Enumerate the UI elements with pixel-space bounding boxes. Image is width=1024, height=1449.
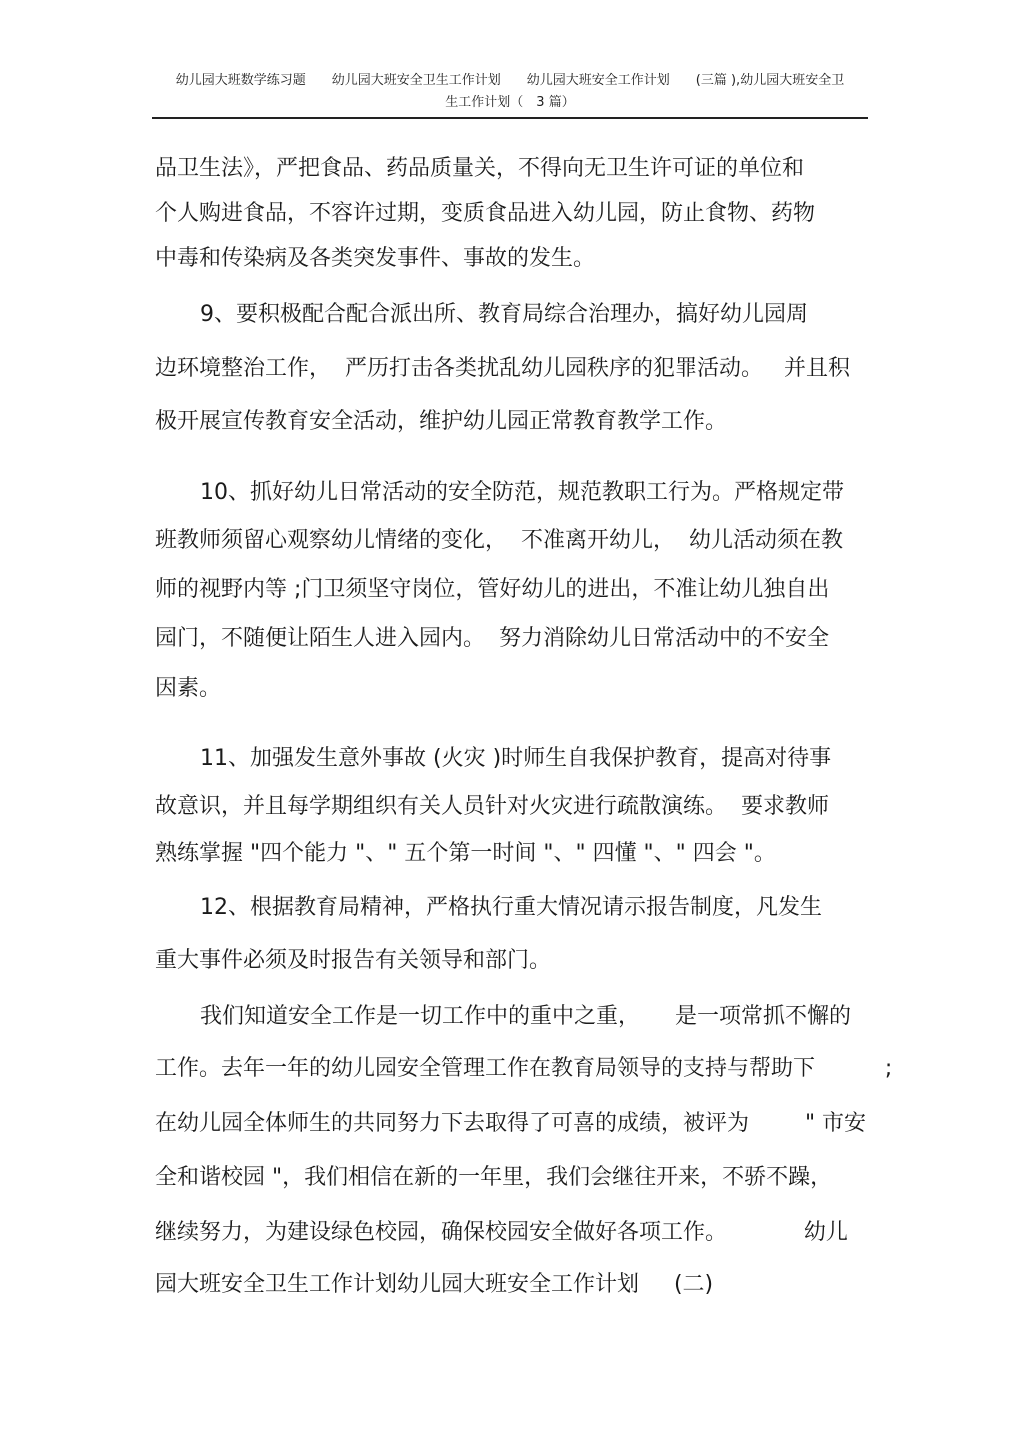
text-line: 继续努力，为建设绿色校园，确保校园安全做好各项工作。 幼儿	[155, 1220, 848, 1245]
text-line: 极开展宣传教育安全活动，维护幼儿园正常教育教学工作。	[155, 409, 728, 434]
text-line: 重大事件必须及时报告有关领导和部门。	[155, 948, 552, 973]
text-line: 故意识，并且每学期组织有关人员针对火灾进行疏散演练。 要求教师	[155, 794, 829, 819]
text-line: 10、抓好幼儿日常活动的安全防范，规范教职工行为。严格规定带	[200, 480, 844, 505]
text-line: 全和谐校园 "，我们相信在新的一年里，我们会继往开来，不骄不躁，	[155, 1165, 833, 1190]
text-line: 园门，不随便让陌生人进入园内。 努力消除幼儿日常活动中的不安全	[155, 626, 829, 651]
text-line: 因素。	[155, 676, 222, 701]
text-line: 熟练掌握 "四个能力 "、" 五个第一时间 "、" 四懂 "、" 四会 "。	[155, 841, 776, 866]
text-line: 边环境整治工作， 严历打击各类扰乱幼儿园秩序的犯罪活动。 并且积	[155, 356, 850, 381]
page-header	[152, 70, 868, 114]
text-line: 12、根据教育局精神，严格执行重大情况请示报告制度，凡发生	[200, 895, 822, 920]
text-line: 9、要积极配合配合派出所、教育局综合治理办，搞好幼儿园周	[200, 302, 808, 327]
text-line: 班教师须留心观察幼儿情绪的变化， 不准离开幼儿， 幼儿活动须在教	[155, 528, 843, 553]
text-line: 11、加强发生意外事故 (火灾 )时师生自我保护教育，提高对待事	[200, 746, 832, 771]
header-line-1: 幼儿园大班数学练习题 幼儿园大班安全卫生工作计划 幼儿园大班安全工作计划 (三篇 ),幼儿园大班安全卫	[175, 73, 845, 88]
text-line: 个人购进食品，不容许过期，变质食品进入幼儿园，防止食物、药物	[155, 201, 816, 226]
text-line: 品卫生法》，严把食品、药品质量关，不得向无卫生许可证的单位和	[155, 156, 805, 181]
text-line: 工作。去年一年的幼儿园安全管理工作在教育局领导的支持与帮助下 ;	[155, 1056, 893, 1081]
header-rule	[152, 117, 868, 119]
text-line: 师的视野内等 ;门卫须坚守岗位，管好幼儿的进出，不准让幼儿独自出	[155, 577, 830, 602]
text-line: 我们知道安全工作是一切工作中的重中之重， 是一项常抓不懈的	[200, 1004, 851, 1029]
text-line: 在幼儿园全体师生的共同努力下去取得了可喜的成绩，被评为 " 市安	[155, 1111, 867, 1136]
text-line: 中毒和传染病及各类突发事件、事故的发生。	[155, 246, 596, 271]
text-line: 园大班安全卫生工作计划幼儿园大班安全工作计划 (二)	[155, 1272, 714, 1297]
header-line-2: 生工作计划（ 3 篇）	[445, 95, 575, 110]
